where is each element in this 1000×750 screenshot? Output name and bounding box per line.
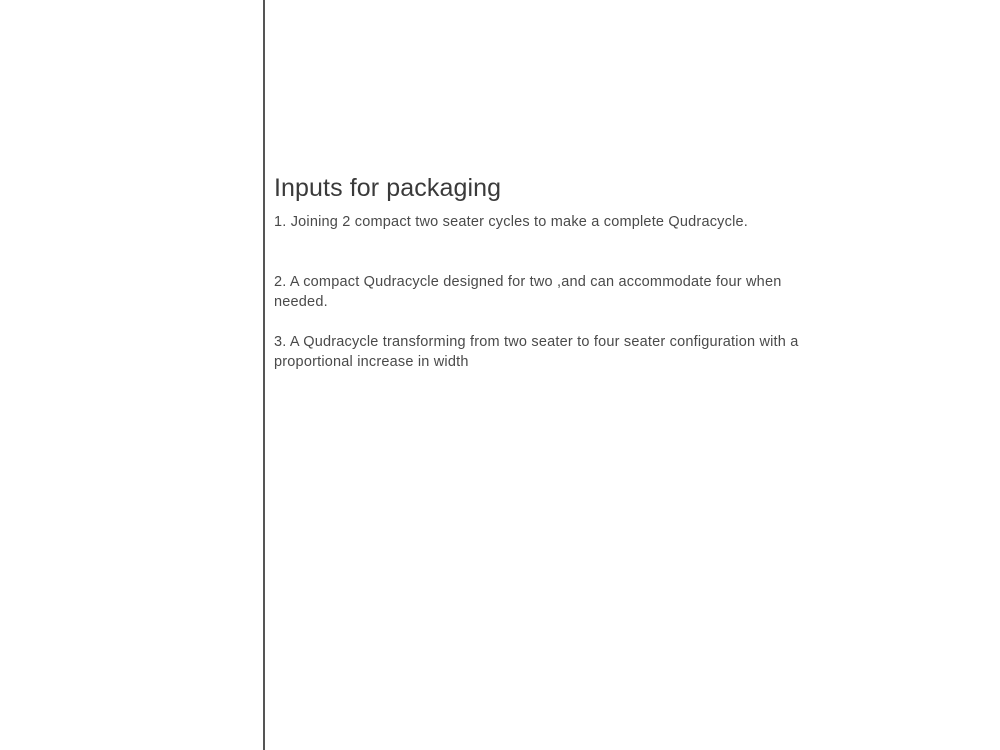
list-item: 1. Joining 2 compact two seater cycles to make a complete Qudracycle. [274, 214, 748, 230]
vertical-divider-line [263, 0, 265, 750]
page-title: Inputs for packaging [274, 174, 502, 202]
list-item: 2. A compact Qudracycle designed for two ,and can accommodate four when needed. [274, 274, 782, 310]
list-item: 3. A Qudracycle transforming from two seater to four seater configuration with a proportional increase in width [274, 334, 799, 370]
text-block [274, 172, 834, 372]
